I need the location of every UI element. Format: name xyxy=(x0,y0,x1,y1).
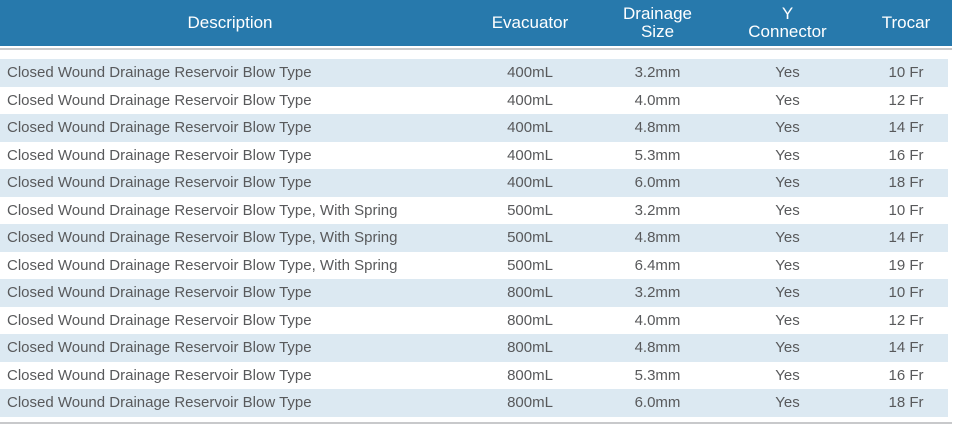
table-row xyxy=(0,114,948,142)
cell-description: Closed Wound Drainage Reservoir Blow Type xyxy=(7,339,312,357)
cell-drainage-size: 3.2mm xyxy=(634,284,681,302)
cell-description: Closed Wound Drainage Reservoir Blow Type xyxy=(7,366,312,384)
column-header-label: Drainage xyxy=(623,4,692,23)
column-header-description xyxy=(0,14,460,32)
column-header-label: Evacuator xyxy=(491,13,569,32)
cell-evacuator: 800mL xyxy=(507,284,553,302)
column-header-label-line2: Connector xyxy=(748,22,827,41)
cell-y-connector: Yes xyxy=(775,256,800,274)
cell-trocar: 14 Fr xyxy=(888,229,924,247)
cell-evacuator: 400mL xyxy=(507,91,553,109)
cell-evacuator: 400mL xyxy=(507,146,553,164)
table-row xyxy=(0,334,948,362)
cell-trocar: 16 Fr xyxy=(888,146,924,164)
cell-trocar: 12 Fr xyxy=(888,311,924,329)
cell-trocar: 18 Fr xyxy=(888,394,924,412)
table-row xyxy=(0,87,948,115)
table-row xyxy=(0,389,948,417)
cell-evacuator: 800mL xyxy=(507,394,553,412)
table-row xyxy=(0,59,948,87)
cell-trocar: 10 Fr xyxy=(888,64,924,82)
table-row xyxy=(0,362,948,390)
cell-y-connector: Yes xyxy=(775,91,800,109)
cell-description: Closed Wound Drainage Reservoir Blow Type, With Spring xyxy=(7,201,398,219)
cell-description: Closed Wound Drainage Reservoir Blow Type xyxy=(7,311,312,329)
cell-drainage-size: 4.8mm xyxy=(634,229,681,247)
cell-drainage-size: 4.8mm xyxy=(634,119,681,137)
table-row xyxy=(0,142,948,170)
column-header-y-connector xyxy=(715,5,860,41)
cell-trocar: 19 Fr xyxy=(888,256,924,274)
cell-drainage-size: 3.2mm xyxy=(634,201,681,219)
column-header-evacuator xyxy=(460,14,600,32)
cell-trocar: 10 Fr xyxy=(888,284,924,302)
cell-y-connector: Yes xyxy=(775,146,800,164)
cell-description: Closed Wound Drainage Reservoir Blow Type, With Spring xyxy=(7,256,398,274)
cell-drainage-size: 4.0mm xyxy=(634,311,681,329)
cell-evacuator: 800mL xyxy=(507,366,553,384)
cell-evacuator: 500mL xyxy=(507,201,553,219)
column-header-label: Description xyxy=(187,13,273,32)
cell-y-connector: Yes xyxy=(775,366,800,384)
cell-evacuator: 500mL xyxy=(507,256,553,274)
cell-y-connector: Yes xyxy=(775,64,800,82)
table-row xyxy=(0,169,948,197)
cell-drainage-size: 6.0mm xyxy=(634,394,681,412)
table-header-row xyxy=(0,0,952,46)
cell-description: Closed Wound Drainage Reservoir Blow Type xyxy=(7,284,312,302)
cell-drainage-size: 5.3mm xyxy=(634,146,681,164)
cell-y-connector: Yes xyxy=(775,201,800,219)
column-header-label: Trocar xyxy=(881,13,931,32)
cell-evacuator: 400mL xyxy=(507,174,553,192)
cell-trocar: 14 Fr xyxy=(888,339,924,357)
cell-y-connector: Yes xyxy=(775,311,800,329)
cell-evacuator: 400mL xyxy=(507,119,553,137)
table-row xyxy=(0,252,948,280)
cell-y-connector: Yes xyxy=(775,119,800,137)
column-header-label: Y xyxy=(781,4,794,23)
cell-description: Closed Wound Drainage Reservoir Blow Type xyxy=(7,394,312,412)
cell-description: Closed Wound Drainage Reservoir Blow Type xyxy=(7,119,312,137)
cell-description: Closed Wound Drainage Reservoir Blow Type xyxy=(7,91,312,109)
cell-evacuator: 800mL xyxy=(507,311,553,329)
cell-y-connector: Yes xyxy=(775,339,800,357)
cell-trocar: 16 Fr xyxy=(888,366,924,384)
cell-drainage-size: 6.4mm xyxy=(634,256,681,274)
cell-drainage-size: 6.0mm xyxy=(634,174,681,192)
cell-evacuator: 400mL xyxy=(507,64,553,82)
table-row xyxy=(0,279,948,307)
cell-description: Closed Wound Drainage Reservoir Blow Type xyxy=(7,64,312,82)
cell-evacuator: 500mL xyxy=(507,229,553,247)
table-body xyxy=(0,59,948,417)
cell-drainage-size: 4.8mm xyxy=(634,339,681,357)
cell-y-connector: Yes xyxy=(775,394,800,412)
cell-description: Closed Wound Drainage Reservoir Blow Type xyxy=(7,174,312,192)
cell-drainage-size: 4.0mm xyxy=(634,91,681,109)
cell-description: Closed Wound Drainage Reservoir Blow Type, With Spring xyxy=(7,229,398,247)
cell-y-connector: Yes xyxy=(775,229,800,247)
table-row xyxy=(0,307,948,335)
cell-evacuator: 800mL xyxy=(507,339,553,357)
cell-y-connector: Yes xyxy=(775,284,800,302)
cell-drainage-size: 3.2mm xyxy=(634,64,681,82)
column-header-label-line2: Size xyxy=(640,22,675,41)
table-row xyxy=(0,224,948,252)
column-header-drainage-size xyxy=(600,5,715,41)
cell-drainage-size: 5.3mm xyxy=(634,366,681,384)
cell-trocar: 12 Fr xyxy=(888,91,924,109)
table-row xyxy=(0,197,948,225)
cell-y-connector: Yes xyxy=(775,174,800,192)
cell-trocar: 10 Fr xyxy=(888,201,924,219)
cell-trocar: 14 Fr xyxy=(888,119,924,137)
header-divider-rule xyxy=(0,48,952,50)
column-header-trocar xyxy=(860,14,952,32)
cell-description: Closed Wound Drainage Reservoir Blow Type xyxy=(7,146,312,164)
cell-trocar: 18 Fr xyxy=(888,174,924,192)
bottom-divider-rule xyxy=(0,422,952,424)
